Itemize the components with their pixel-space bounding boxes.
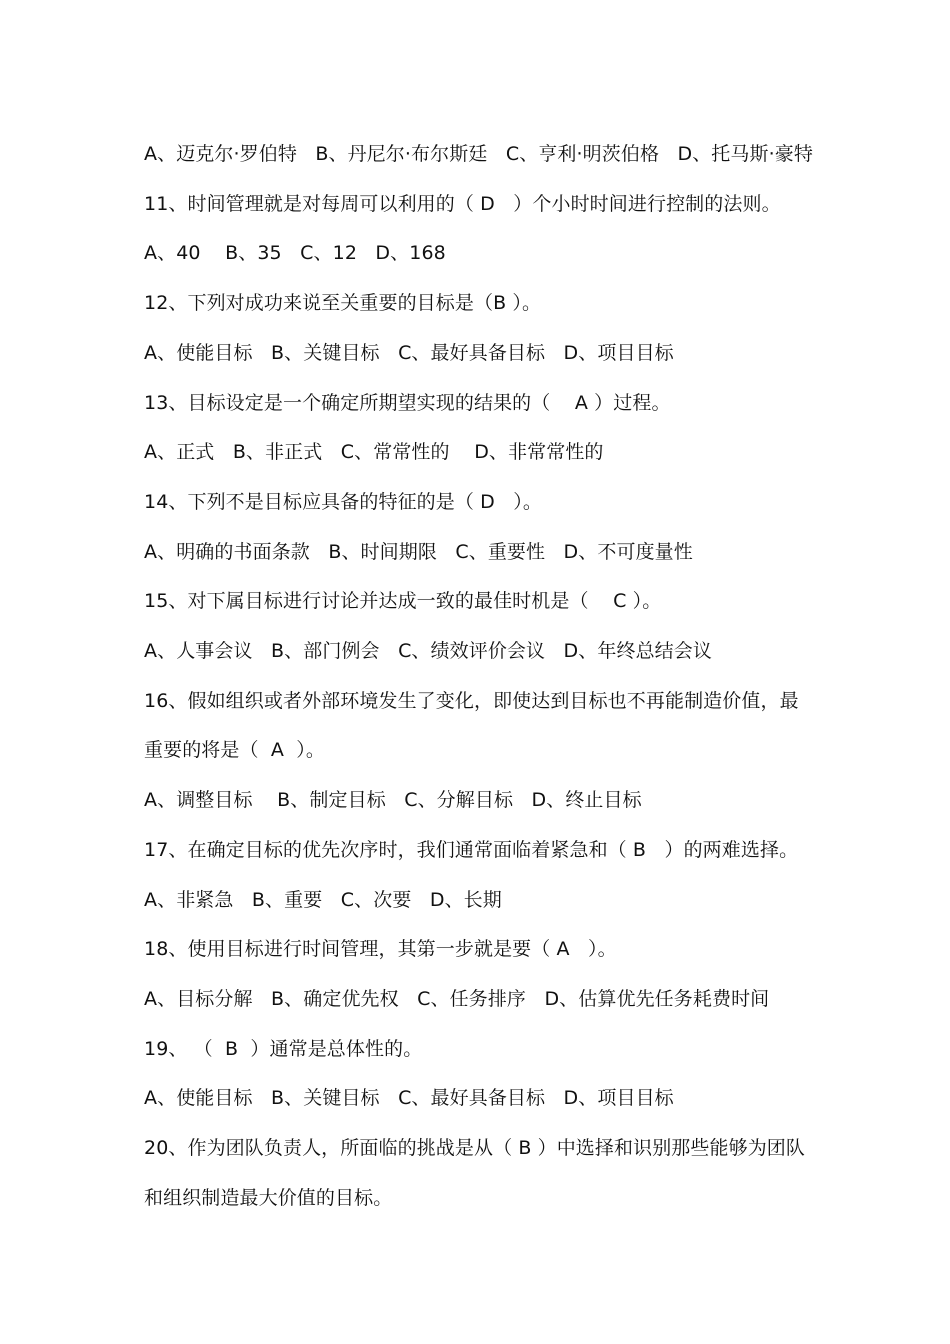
options-line-q13: A、正式 B、非正式 C、常常性的 D、非常常性的 — [144, 441, 604, 464]
question-11: 11、时间管理就是对每周可以利用的（ D ）个小时时间进行控制的法则。 — [144, 192, 781, 215]
options-line-q16: A、调整目标 B、制定目标 C、分解目标 D、终止目标 — [144, 789, 642, 812]
question-20-line-2: 和组织制造最大价值的目标。 — [144, 1186, 393, 1209]
question-16-line-2: 重要的将是（ A ）。 — [144, 739, 325, 762]
question-text-body — [144, 130, 824, 1223]
options-line-q19: A、使能目标 B、关键目标 C、最好具备目标 D、项目目标 — [144, 1087, 674, 1110]
question-12: 12、下列对成功来说至关重要的目标是（B ）。 — [144, 292, 542, 315]
options-line-q17: A、非紧急 B、重要 C、次要 D、长期 — [144, 888, 502, 911]
options-line-q14: A、明确的书面条款 B、时间期限 C、重要性 D、不可度量性 — [144, 540, 693, 563]
options-line-q18: A、目标分解 B、确定优先权 C、任务排序 D、估算优先任务耗费时间 — [144, 987, 770, 1010]
options-line-q12: A、使能目标 B、关键目标 C、最好具备目标 D、项目目标 — [144, 341, 674, 364]
question-16-line-1: 16、假如组织或者外部环境发生了变化，即使达到目标也不再能制造价值，最 — [144, 689, 799, 712]
options-line-q15: A、人事会议 B、部门例会 C、绩效评价会议 D、年终总结会议 — [144, 640, 712, 663]
question-15: 15、对下属目标进行讨论并达成一致的最佳时机是（ C ）。 — [144, 590, 662, 613]
question-19: 19、 （ B ）通常是总体性的。 — [144, 1037, 423, 1060]
question-14: 14、下列不是目标应具备的特征的是（ D ）。 — [144, 490, 542, 513]
options-line-q11: A、40 B、35 C、12 D、168 — [144, 242, 446, 265]
options-line-q10: A、迈克尔·罗伯特 B、丹尼尔·布尔斯廷 C、亨利·明茨伯格 D、托马斯·豪特 — [144, 143, 813, 165]
question-13: 13、目标设定是一个确定所期望实现的结果的（ A ）过程。 — [144, 391, 671, 414]
question-18: 18、使用目标进行时间管理，其第一步就是要（ A ）。 — [144, 938, 617, 961]
question-20-line-1: 20、作为团队负责人，所面临的挑战是从（ B ）中选择和识别那些能够为团队 — [144, 1137, 805, 1160]
question-17: 17、在确定目标的优先次序时，我们通常面临着紧急和（ B ）的两难选择。 — [144, 838, 799, 861]
